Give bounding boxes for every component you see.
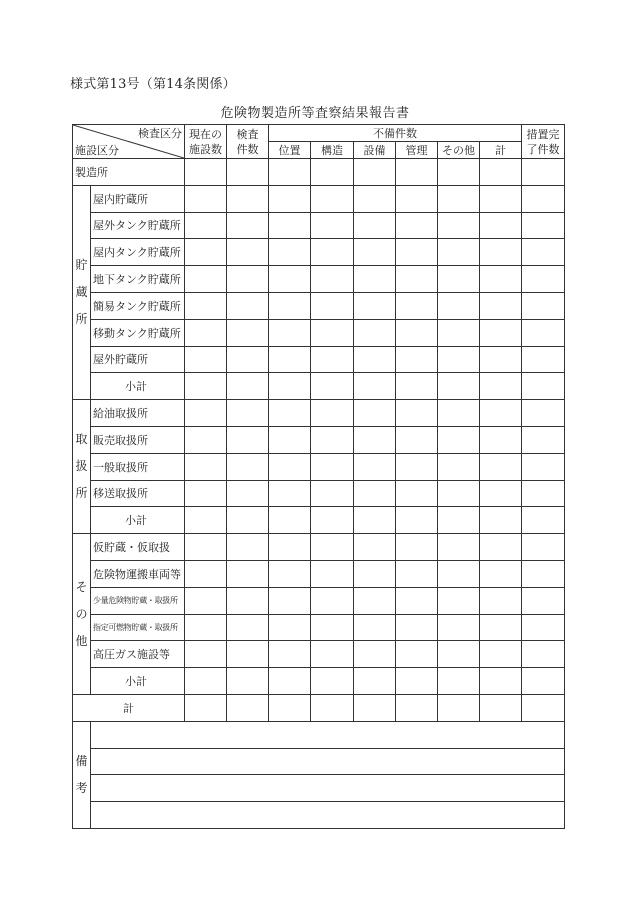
group-label-storage: 貯 蔵 所 xyxy=(73,185,91,399)
table-row xyxy=(73,668,565,695)
deficiency-type-header: 構造 xyxy=(311,142,354,159)
row-label: 高圧ガス施設等 xyxy=(91,641,185,668)
remarks-line[interactable] xyxy=(91,748,565,775)
table-row xyxy=(73,400,565,427)
table-row xyxy=(73,373,565,400)
deficiency-type-header: 管理 xyxy=(396,142,438,159)
row-label: 移動タンク貯蔵所 xyxy=(91,319,185,346)
table-row xyxy=(73,694,565,721)
subtotal-label: 小計 xyxy=(91,507,185,534)
remarks-row xyxy=(73,802,565,829)
row-label: 少量危険物貯蔵・取扱所 xyxy=(91,587,185,614)
table-row xyxy=(73,319,565,346)
row-label: 屋内タンク貯蔵所 xyxy=(91,239,185,266)
table-row xyxy=(73,292,565,319)
remarks-line[interactable] xyxy=(91,802,565,829)
form-number: 様式第13号（第14条関係） xyxy=(70,77,236,92)
table-row xyxy=(73,159,565,186)
group-label-handling: 取 扱 所 xyxy=(73,400,91,534)
row-label: 仮貯蔵・仮取扱 xyxy=(91,534,185,561)
inspection-category-label: 検査区分 xyxy=(138,127,182,140)
row-label: 給油取扱所 xyxy=(91,400,185,427)
subtotal-label: 小計 xyxy=(91,373,185,400)
measures-completed-header: 措置完 了件数 xyxy=(522,125,565,159)
table-row xyxy=(73,560,565,587)
report-table xyxy=(72,124,565,829)
header-diagonal-cell xyxy=(73,125,185,159)
table-row xyxy=(73,534,565,561)
facility-category-label: 施設区分 xyxy=(75,144,119,157)
row-label: 簡易タンク貯蔵所 xyxy=(91,292,185,319)
table-row xyxy=(73,480,565,507)
current-facilities-header: 現在の 施設数 xyxy=(185,125,227,159)
table-row xyxy=(73,507,565,534)
row-label: 地下タンク貯蔵所 xyxy=(91,266,185,293)
row-label: 屋内貯蔵所 xyxy=(91,185,185,212)
total-label: 計 xyxy=(73,694,185,721)
subtotal-label: 小計 xyxy=(91,668,185,695)
row-label: 一般取扱所 xyxy=(91,453,185,480)
inspections-header: 検査 件数 xyxy=(227,125,269,159)
deficiency-type-header: 設備 xyxy=(354,142,396,159)
group-label-other: そ の 他 xyxy=(73,534,91,695)
row-label: 指定可燃物貯蔵・取扱所 xyxy=(91,614,185,641)
row-label: 危険物運搬車両等 xyxy=(91,560,185,587)
remarks-row xyxy=(73,721,565,748)
table-row xyxy=(73,641,565,668)
table-row xyxy=(73,453,565,480)
row-label: 販売取扱所 xyxy=(91,426,185,453)
table-row xyxy=(73,239,565,266)
table-row xyxy=(73,587,565,614)
table-row xyxy=(73,614,565,641)
row-label: 屋外貯蔵所 xyxy=(91,346,185,373)
table-row xyxy=(73,426,565,453)
deficiency-type-header: 計 xyxy=(480,142,522,159)
table-row xyxy=(73,346,565,373)
table-row xyxy=(73,266,565,293)
table-row xyxy=(73,212,565,239)
row-label: 製造所 xyxy=(73,159,185,186)
form-title: 危険物製造所等査察結果報告書 xyxy=(220,106,410,121)
deficiency-type-header: 位置 xyxy=(269,142,311,159)
row-label: 移送取扱所 xyxy=(91,480,185,507)
table-row xyxy=(73,185,565,212)
deficiencies-header: 不備件数 xyxy=(269,125,522,142)
row-label: 屋外タンク貯蔵所 xyxy=(91,212,185,239)
remarks-row xyxy=(73,775,565,802)
remarks-label: 備 考 xyxy=(73,721,91,828)
remarks-line[interactable] xyxy=(91,721,565,748)
remarks-row xyxy=(73,748,565,775)
remarks-line[interactable] xyxy=(91,775,565,802)
deficiency-type-header: その他 xyxy=(438,142,480,159)
